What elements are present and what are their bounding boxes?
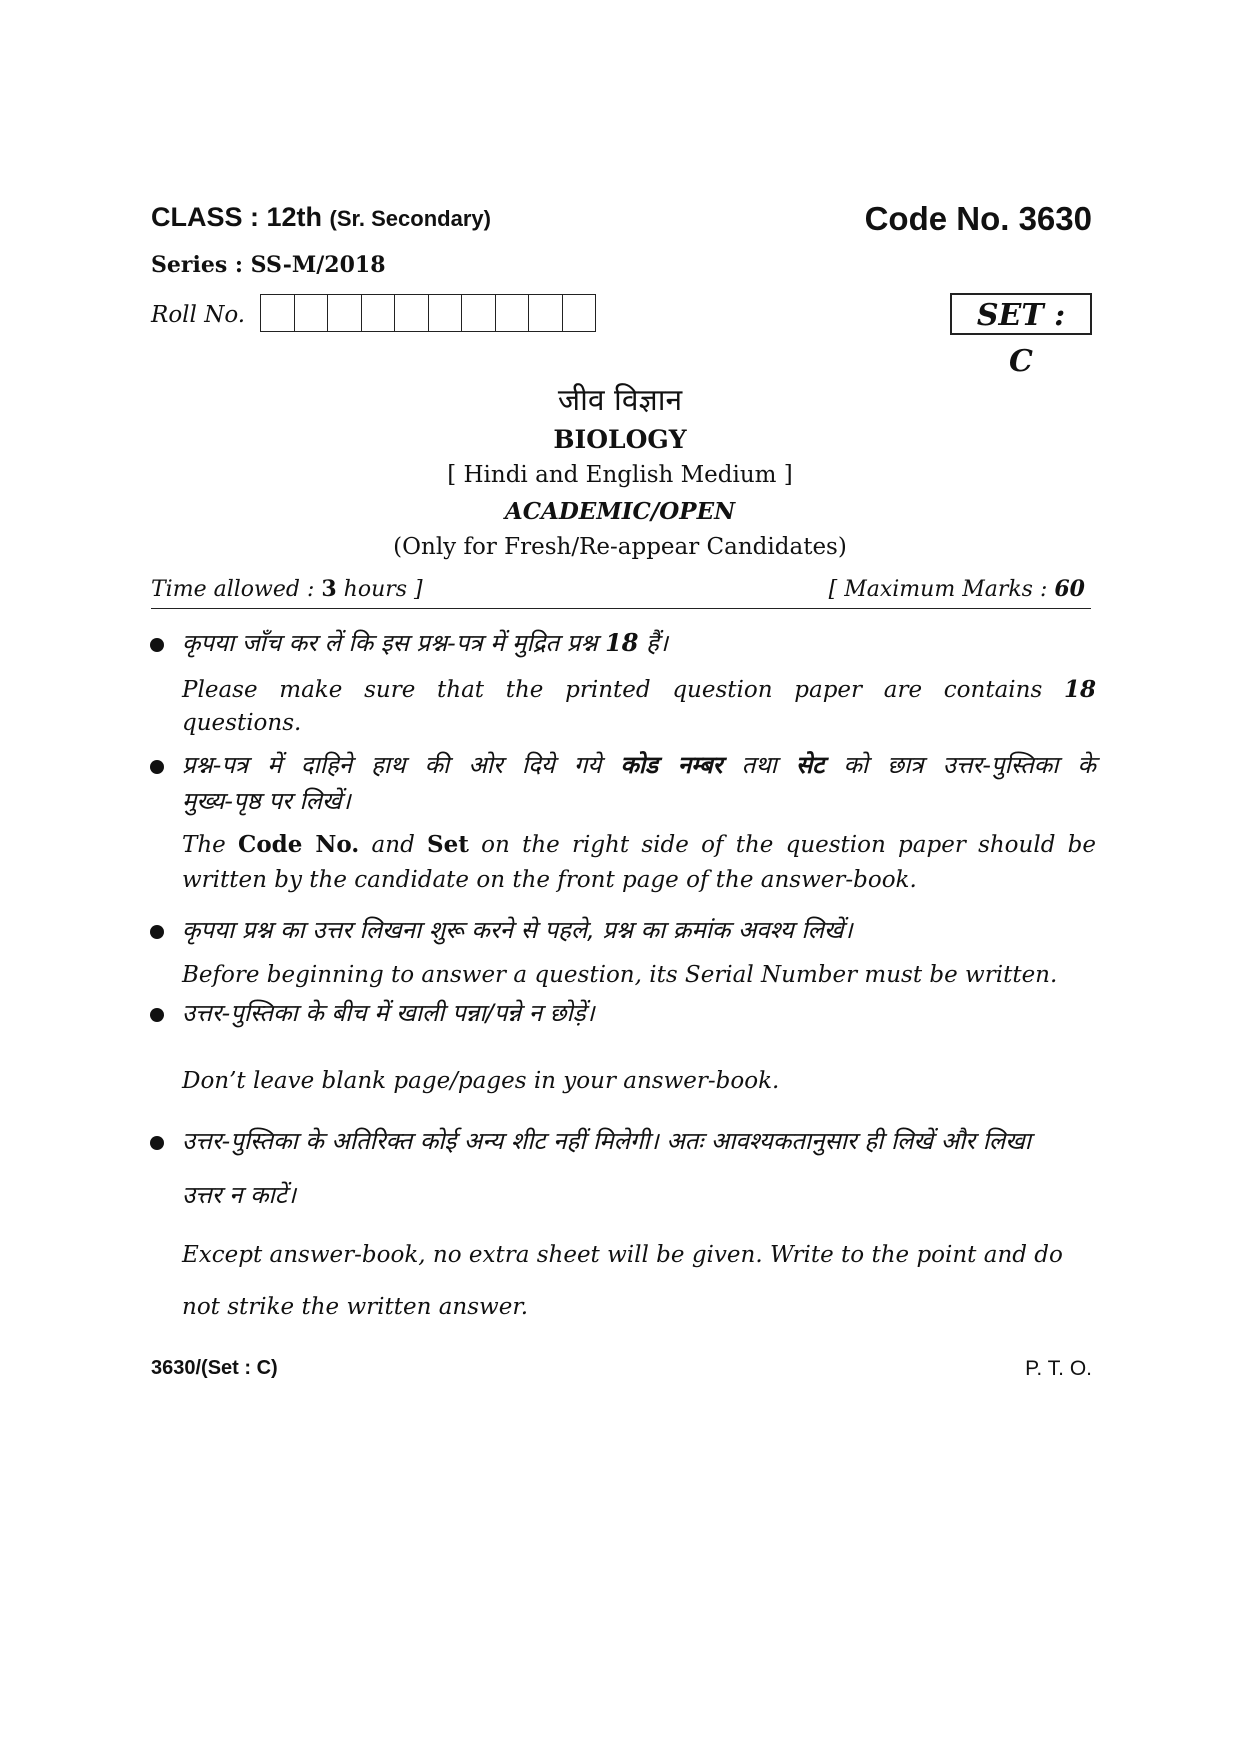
- roll-number-boxes[interactable]: [260, 294, 596, 332]
- instruction-1-hindi: कृपया जाँच कर लें कि इस प्रश्न-पत्र में मुद्रित प्रश्न 18 हैं।: [182, 628, 668, 657]
- instruction-5-english-line-1: Except answer-book, no extra sheet will be given. Write to the point and do: [182, 1242, 1063, 1268]
- roll-box[interactable]: [395, 295, 429, 331]
- footer-code: 3630/(Set : C): [151, 1357, 278, 1379]
- instruction-1-english-line-1: Please make sure that the printed question paper are contains 18: [182, 676, 1096, 703]
- instruction-5-hindi-line-2: उत्तर न काटें।: [182, 1181, 296, 1209]
- instruction-2-hindi-line-2: मुख्य-पृष्ठ पर लिखें।: [182, 787, 351, 815]
- bullet-icon: [150, 1136, 164, 1150]
- class-heading: [151, 202, 491, 233]
- code-number: Code No. 3630: [864, 200, 1092, 237]
- instruction-2-hindi-line-1: प्रश्न-पत्र में दाहिने हाथ की ओर दिये गये कोड नम्बर तथा सेट को छात्र उत्तर-पुस्तिका के: [182, 751, 1096, 779]
- class-sub: (Sr. Secondary): [329, 206, 491, 231]
- instruction-1-english-line-2: questions.: [182, 710, 302, 736]
- instruction-2-english-line-1: The Code No. and Set on the right side of the question paper should be: [182, 831, 1097, 858]
- class-label: CLASS : 12th: [151, 202, 323, 232]
- instruction-3-hindi: कृपया प्रश्न का उत्तर लिखना शुरू करने से पहले, प्रश्न का क्रमांक अवश्य लिखें।: [182, 916, 853, 944]
- roll-box[interactable]: [362, 295, 396, 331]
- subject-title-hindi: जीव विज्ञान: [557, 383, 683, 418]
- series-label: Series : SS-M/2018: [151, 252, 386, 278]
- roll-number-label: Roll No.: [151, 302, 246, 328]
- medium-label: [ Hindi and English Medium ]: [447, 462, 793, 488]
- maximum-marks: [ Maximum Marks : 60: [828, 576, 1085, 602]
- set-box: [950, 293, 1092, 379]
- candidates-note: (Only for Fresh/Re-appear Candidates): [393, 534, 847, 560]
- roll-box[interactable]: [496, 295, 530, 331]
- roll-box[interactable]: [261, 295, 295, 331]
- instruction-4-hindi: उत्तर-पुस्तिका के बीच में खाली पन्ना/पन्ने न छोड़ें।: [182, 999, 595, 1027]
- instruction-5-hindi-line-1: उत्तर-पुस्तिका के अतिरिक्त कोई अन्य शीट नहीं मिलेगी। अतः आवश्यकतानुसार ही लिखें और लिखा: [182, 1127, 1032, 1155]
- roll-box[interactable]: [328, 295, 362, 331]
- bullet-icon: [150, 760, 164, 774]
- roll-box[interactable]: [295, 295, 329, 331]
- instruction-4-english: Don’t leave blank page/pages in your answer-book.: [182, 1068, 780, 1094]
- roll-box[interactable]: [563, 295, 596, 331]
- roll-box[interactable]: [429, 295, 463, 331]
- bullet-icon: [150, 925, 164, 939]
- bullet-icon: [150, 1008, 164, 1022]
- set-label: SET : C: [976, 298, 1066, 379]
- footer-pto: P. T. O.: [1025, 1357, 1092, 1380]
- bullet-icon: [150, 638, 164, 652]
- academic-label: ACADEMIC/OPEN: [504, 498, 736, 525]
- subject-title-english: BIOLOGY: [553, 425, 687, 454]
- time-marks-row: [151, 576, 1091, 609]
- instruction-5-english-line-2: not strike the written answer.: [182, 1294, 529, 1320]
- instruction-3-english: Before beginning to answer a question, its Serial Number must be written.: [182, 962, 1058, 988]
- roll-box[interactable]: [462, 295, 496, 331]
- roll-box[interactable]: [529, 295, 563, 331]
- instruction-2-english-line-2: written by the candidate on the front page of the answer-book.: [182, 867, 917, 893]
- time-allowed: Time allowed : 3 hours ]: [151, 576, 423, 602]
